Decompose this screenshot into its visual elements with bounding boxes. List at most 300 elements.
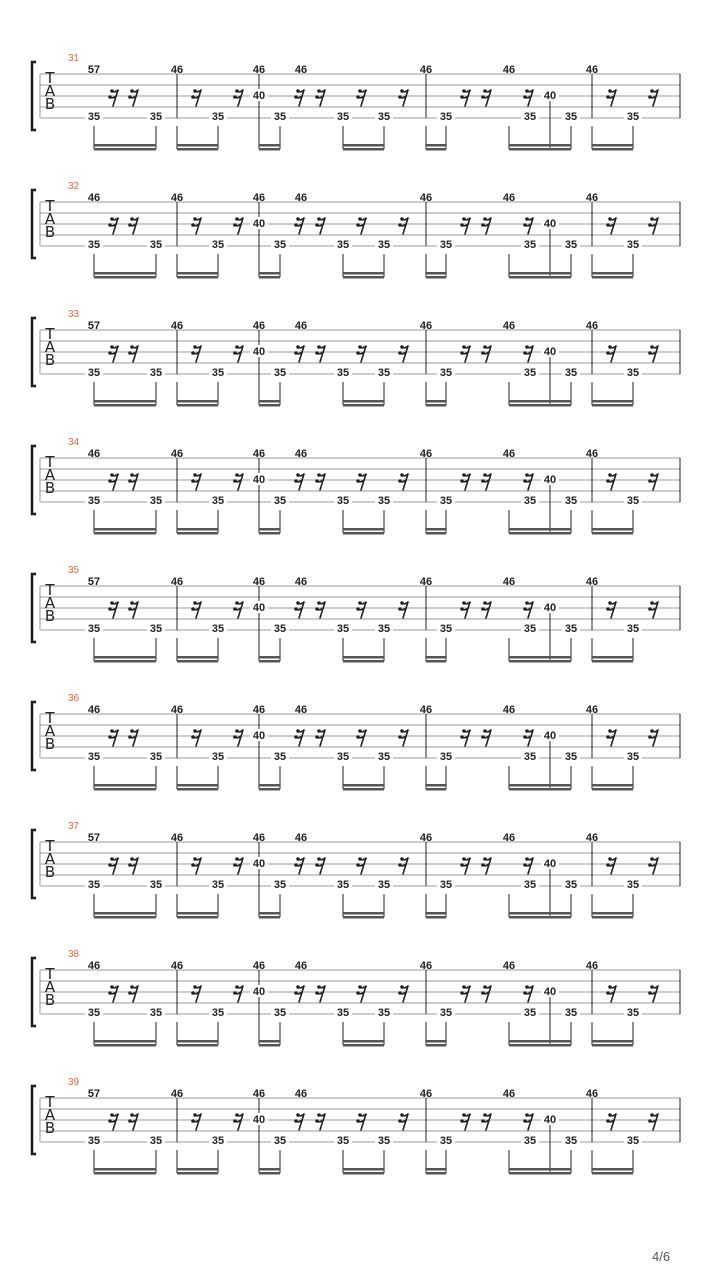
beam bbox=[259, 148, 280, 151]
fret-number: 35 bbox=[564, 751, 578, 763]
tab-clef-letter: A bbox=[44, 210, 56, 228]
tempo-mark: 46 bbox=[294, 192, 308, 204]
rest-dot bbox=[191, 95, 195, 99]
rest-dot bbox=[358, 345, 362, 349]
fret-number: 35 bbox=[523, 367, 537, 379]
rest-dot bbox=[608, 473, 612, 477]
tempo-mark: 46 bbox=[502, 64, 516, 76]
rest-dot bbox=[233, 95, 237, 99]
beam bbox=[592, 912, 633, 915]
measure-number: 39 bbox=[68, 1077, 80, 1088]
tempo-mark: 46 bbox=[585, 448, 599, 460]
beam bbox=[177, 1168, 218, 1171]
rest-dot bbox=[130, 601, 134, 605]
beam bbox=[94, 532, 156, 535]
beam bbox=[426, 1040, 446, 1043]
beam bbox=[592, 788, 633, 791]
tempo-mark: 46 bbox=[419, 960, 433, 972]
tempo-mark: 46 bbox=[252, 1088, 266, 1100]
measure-number: 32 bbox=[68, 181, 80, 192]
rest-dot bbox=[356, 991, 360, 995]
rest-dot bbox=[317, 729, 321, 733]
rest-dot bbox=[296, 345, 300, 349]
fret-number: 35 bbox=[439, 239, 453, 251]
rest-dot bbox=[460, 991, 464, 995]
rest-dot bbox=[193, 857, 197, 861]
fret-number: 40 bbox=[543, 986, 557, 998]
rest-dot bbox=[108, 479, 112, 483]
beam bbox=[426, 1172, 446, 1175]
fret-number: 35 bbox=[626, 1135, 640, 1147]
rest-dot bbox=[235, 729, 239, 733]
beam bbox=[259, 916, 280, 919]
rest-dot bbox=[523, 223, 527, 227]
beam bbox=[343, 656, 384, 659]
tab-clef-letter: T bbox=[45, 1093, 55, 1111]
tempo-mark: 46 bbox=[585, 576, 599, 588]
rest-dot bbox=[462, 857, 466, 861]
beam bbox=[177, 788, 218, 791]
tempo-mark: 46 bbox=[294, 320, 308, 332]
tempo-mark: 46 bbox=[170, 704, 184, 716]
tempo-mark: 46 bbox=[252, 960, 266, 972]
fret-number: 35 bbox=[523, 879, 537, 891]
fret-number: 35 bbox=[87, 623, 101, 635]
rest-dot bbox=[108, 95, 112, 99]
measure-number: 37 bbox=[68, 821, 80, 832]
beam bbox=[343, 788, 384, 791]
rest-dot bbox=[483, 217, 487, 221]
tempo-mark: 46 bbox=[294, 704, 308, 716]
fret-number: 35 bbox=[87, 1135, 101, 1147]
fret-number: 35 bbox=[211, 239, 225, 251]
rest-dot bbox=[608, 345, 612, 349]
beam bbox=[259, 272, 280, 275]
rest-dot bbox=[110, 985, 114, 989]
beam bbox=[177, 272, 218, 275]
rest-dot bbox=[358, 89, 362, 93]
rest-dot bbox=[650, 89, 654, 93]
rest-dot bbox=[398, 991, 402, 995]
rest-dot bbox=[317, 473, 321, 477]
rest-dot bbox=[193, 345, 197, 349]
rest-dot bbox=[110, 345, 114, 349]
rest-dot bbox=[193, 89, 197, 93]
rest-dot bbox=[296, 857, 300, 861]
fret-number: 35 bbox=[523, 1007, 537, 1019]
tempo-mark: 57 bbox=[87, 320, 101, 332]
fret-number: 40 bbox=[543, 474, 557, 486]
rest-dot bbox=[315, 223, 319, 227]
fret-number: 35 bbox=[523, 751, 537, 763]
beam bbox=[426, 148, 446, 151]
fret-number: 35 bbox=[377, 623, 391, 635]
beam bbox=[592, 660, 633, 663]
rest-dot bbox=[648, 607, 652, 611]
tempo-mark: 46 bbox=[170, 576, 184, 588]
tab-clef-letter: T bbox=[45, 709, 55, 727]
rest-dot bbox=[108, 735, 112, 739]
fret-number: 35 bbox=[149, 367, 163, 379]
tempo-mark: 46 bbox=[252, 576, 266, 588]
fret-number: 35 bbox=[149, 879, 163, 891]
tab-clef-letter: T bbox=[45, 69, 55, 87]
tempo-mark: 46 bbox=[170, 448, 184, 460]
rest-dot bbox=[193, 729, 197, 733]
tempo-mark: 46 bbox=[502, 960, 516, 972]
measure-number: 35 bbox=[68, 565, 80, 576]
tab-clef-letter: B bbox=[44, 1119, 56, 1137]
rest-dot bbox=[233, 735, 237, 739]
tempo-mark: 46 bbox=[502, 832, 516, 844]
fret-number: 35 bbox=[377, 751, 391, 763]
fret-number: 35 bbox=[273, 367, 287, 379]
rest-dot bbox=[358, 985, 362, 989]
rest-dot bbox=[481, 479, 485, 483]
fret-number: 35 bbox=[564, 879, 578, 891]
beam bbox=[94, 1040, 156, 1043]
rest-dot bbox=[460, 351, 464, 355]
rest-dot bbox=[235, 1113, 239, 1117]
tempo-mark: 46 bbox=[294, 832, 308, 844]
fret-number: 35 bbox=[87, 111, 101, 123]
tab-clef-letter: A bbox=[44, 466, 56, 484]
fret-number: 35 bbox=[523, 239, 537, 251]
rest-dot bbox=[110, 1113, 114, 1117]
tempo-mark: 46 bbox=[294, 448, 308, 460]
tempo-mark: 46 bbox=[294, 64, 308, 76]
rest-dot bbox=[130, 729, 134, 733]
beam bbox=[177, 532, 218, 535]
rest-dot bbox=[460, 223, 464, 227]
tempo-mark: 46 bbox=[502, 704, 516, 716]
rest-dot bbox=[128, 991, 132, 995]
fret-number: 40 bbox=[543, 1114, 557, 1126]
rest-dot bbox=[481, 223, 485, 227]
tab-clef-letter: A bbox=[44, 82, 56, 100]
beam bbox=[177, 1040, 218, 1043]
rest-dot bbox=[523, 991, 527, 995]
rest-dot bbox=[483, 601, 487, 605]
rest-dot bbox=[294, 479, 298, 483]
rest-dot bbox=[356, 95, 360, 99]
rest-dot bbox=[296, 985, 300, 989]
system-bracket bbox=[32, 446, 36, 514]
rest-dot bbox=[193, 217, 197, 221]
fret-number: 35 bbox=[626, 495, 640, 507]
fret-number: 35 bbox=[439, 623, 453, 635]
rest-dot bbox=[356, 863, 360, 867]
beam bbox=[94, 916, 156, 919]
beam bbox=[592, 400, 633, 403]
rest-dot bbox=[483, 473, 487, 477]
rest-dot bbox=[462, 729, 466, 733]
beam bbox=[177, 656, 218, 659]
rest-dot bbox=[233, 607, 237, 611]
tempo-mark: 46 bbox=[252, 832, 266, 844]
rest-dot bbox=[108, 1119, 112, 1123]
fret-number: 40 bbox=[543, 602, 557, 614]
tab-clef-letter: T bbox=[45, 453, 55, 471]
beam bbox=[259, 784, 280, 787]
tab-clef-letter: T bbox=[45, 581, 55, 599]
rest-dot bbox=[398, 1119, 402, 1123]
tempo-mark: 46 bbox=[87, 192, 101, 204]
beam bbox=[509, 1172, 571, 1175]
rest-dot bbox=[130, 857, 134, 861]
fret-number: 35 bbox=[564, 239, 578, 251]
rest-dot bbox=[650, 217, 654, 221]
tempo-mark: 46 bbox=[170, 832, 184, 844]
beam bbox=[509, 148, 571, 151]
tempo-mark: 57 bbox=[87, 576, 101, 588]
fret-number: 35 bbox=[273, 1007, 287, 1019]
beam bbox=[509, 916, 571, 919]
rest-dot bbox=[358, 217, 362, 221]
beam bbox=[509, 144, 571, 147]
rest-dot bbox=[233, 1119, 237, 1123]
rest-dot bbox=[128, 351, 132, 355]
fret-number: 35 bbox=[626, 879, 640, 891]
fret-number: 35 bbox=[211, 367, 225, 379]
rest-dot bbox=[193, 601, 197, 605]
rest-dot bbox=[608, 217, 612, 221]
fret-number: 35 bbox=[336, 751, 350, 763]
rest-dot bbox=[128, 223, 132, 227]
fret-number: 40 bbox=[252, 858, 266, 870]
rest-dot bbox=[606, 991, 610, 995]
beam bbox=[509, 404, 571, 407]
beam bbox=[177, 912, 218, 915]
beam bbox=[343, 404, 384, 407]
tempo-mark: 57 bbox=[87, 1088, 101, 1100]
tempo-mark: 46 bbox=[170, 192, 184, 204]
rest-dot bbox=[608, 985, 612, 989]
fret-number: 35 bbox=[523, 111, 537, 123]
rest-dot bbox=[608, 601, 612, 605]
beam bbox=[259, 144, 280, 147]
rest-dot bbox=[358, 1113, 362, 1117]
beam bbox=[94, 272, 156, 275]
rest-dot bbox=[400, 601, 404, 605]
rest-dot bbox=[650, 345, 654, 349]
beam bbox=[426, 532, 446, 535]
fret-number: 35 bbox=[211, 111, 225, 123]
rest-dot bbox=[317, 601, 321, 605]
tab-clef-letter: B bbox=[44, 735, 56, 753]
beam bbox=[343, 1168, 384, 1171]
fret-number: 35 bbox=[149, 239, 163, 251]
rest-dot bbox=[191, 991, 195, 995]
rest-dot bbox=[523, 351, 527, 355]
rest-dot bbox=[462, 985, 466, 989]
tempo-mark: 46 bbox=[252, 448, 266, 460]
beam bbox=[509, 1044, 571, 1047]
rest-dot bbox=[233, 351, 237, 355]
rest-dot bbox=[296, 1113, 300, 1117]
fret-number: 35 bbox=[273, 751, 287, 763]
beam bbox=[343, 400, 384, 403]
rest-dot bbox=[294, 223, 298, 227]
rest-dot bbox=[130, 985, 134, 989]
tab-clef-letter: B bbox=[44, 351, 56, 369]
fret-number: 35 bbox=[336, 1007, 350, 1019]
rest-dot bbox=[462, 473, 466, 477]
beam bbox=[259, 660, 280, 663]
beam bbox=[177, 404, 218, 407]
fret-number: 35 bbox=[377, 367, 391, 379]
beam bbox=[426, 656, 446, 659]
rest-dot bbox=[523, 479, 527, 483]
rest-dot bbox=[608, 89, 612, 93]
rest-dot bbox=[483, 345, 487, 349]
fret-number: 35 bbox=[377, 495, 391, 507]
fret-number: 35 bbox=[273, 1135, 287, 1147]
beam bbox=[509, 532, 571, 535]
beam bbox=[509, 400, 571, 403]
beam bbox=[94, 784, 156, 787]
tempo-mark: 57 bbox=[87, 832, 101, 844]
rest-dot bbox=[191, 479, 195, 483]
rest-dot bbox=[296, 217, 300, 221]
rest-dot bbox=[317, 857, 321, 861]
beam bbox=[343, 144, 384, 147]
rest-dot bbox=[191, 223, 195, 227]
rest-dot bbox=[650, 473, 654, 477]
fret-number: 40 bbox=[543, 730, 557, 742]
tempo-mark: 46 bbox=[170, 320, 184, 332]
rest-dot bbox=[481, 991, 485, 995]
tempo-mark: 46 bbox=[585, 64, 599, 76]
beam bbox=[426, 404, 446, 407]
measure-number: 31 bbox=[68, 53, 80, 64]
beam bbox=[343, 276, 384, 279]
tempo-mark: 46 bbox=[585, 832, 599, 844]
fret-number: 35 bbox=[87, 239, 101, 251]
tempo-mark: 46 bbox=[419, 1088, 433, 1100]
tempo-mark: 46 bbox=[419, 704, 433, 716]
fret-number: 35 bbox=[149, 1007, 163, 1019]
tempo-mark: 46 bbox=[419, 576, 433, 588]
rest-dot bbox=[606, 223, 610, 227]
tempo-mark: 46 bbox=[585, 704, 599, 716]
tab-clef-letter: B bbox=[44, 863, 56, 881]
rest-dot bbox=[523, 863, 527, 867]
tab-clef-letter: T bbox=[45, 965, 55, 983]
rest-dot bbox=[460, 479, 464, 483]
beam bbox=[94, 1168, 156, 1171]
rest-dot bbox=[648, 991, 652, 995]
beam bbox=[177, 1044, 218, 1047]
rest-dot bbox=[525, 1113, 529, 1117]
rest-dot bbox=[606, 351, 610, 355]
rest-dot bbox=[525, 857, 529, 861]
beam bbox=[94, 528, 156, 531]
rest-dot bbox=[398, 607, 402, 611]
rest-dot bbox=[525, 601, 529, 605]
rest-dot bbox=[110, 601, 114, 605]
rest-dot bbox=[315, 1119, 319, 1123]
beam bbox=[509, 656, 571, 659]
rest-dot bbox=[481, 607, 485, 611]
tempo-mark: 46 bbox=[87, 704, 101, 716]
rest-dot bbox=[317, 985, 321, 989]
beam bbox=[94, 276, 156, 279]
rest-dot bbox=[398, 863, 402, 867]
fret-number: 35 bbox=[211, 495, 225, 507]
tab-clef-letter: B bbox=[44, 991, 56, 1009]
rest-dot bbox=[235, 601, 239, 605]
fret-number: 40 bbox=[252, 730, 266, 742]
tempo-mark: 46 bbox=[502, 576, 516, 588]
rest-dot bbox=[462, 217, 466, 221]
tab-clef-letter: A bbox=[44, 850, 56, 868]
tab-clef-letter: A bbox=[44, 338, 56, 356]
fret-number: 35 bbox=[564, 623, 578, 635]
fret-number: 35 bbox=[149, 751, 163, 763]
rest-dot bbox=[460, 607, 464, 611]
rest-dot bbox=[356, 351, 360, 355]
beam bbox=[592, 148, 633, 151]
rest-dot bbox=[130, 345, 134, 349]
system-bracket bbox=[32, 62, 36, 130]
rest-dot bbox=[130, 217, 134, 221]
fret-number: 35 bbox=[626, 111, 640, 123]
fret-number: 35 bbox=[87, 879, 101, 891]
fret-number: 35 bbox=[564, 111, 578, 123]
rest-dot bbox=[191, 607, 195, 611]
rest-dot bbox=[462, 1113, 466, 1117]
rest-dot bbox=[460, 1119, 464, 1123]
beam bbox=[343, 1040, 384, 1043]
rest-dot bbox=[315, 991, 319, 995]
fret-number: 35 bbox=[626, 623, 640, 635]
rest-dot bbox=[191, 735, 195, 739]
beam bbox=[343, 916, 384, 919]
beam bbox=[259, 400, 280, 403]
beam bbox=[509, 660, 571, 663]
rest-dot bbox=[648, 863, 652, 867]
rest-dot bbox=[400, 985, 404, 989]
tempo-mark: 46 bbox=[585, 192, 599, 204]
fret-number: 35 bbox=[211, 1007, 225, 1019]
rest-dot bbox=[650, 857, 654, 861]
fret-number: 35 bbox=[273, 623, 287, 635]
beam bbox=[259, 788, 280, 791]
rest-dot bbox=[525, 217, 529, 221]
beam bbox=[343, 148, 384, 151]
beam bbox=[94, 656, 156, 659]
rest-dot bbox=[235, 89, 239, 93]
beam bbox=[177, 400, 218, 403]
beam bbox=[259, 1044, 280, 1047]
rest-dot bbox=[315, 95, 319, 99]
fret-number: 35 bbox=[336, 1135, 350, 1147]
fret-number: 35 bbox=[626, 1007, 640, 1019]
rest-dot bbox=[523, 735, 527, 739]
rest-dot bbox=[462, 345, 466, 349]
rest-dot bbox=[128, 1119, 132, 1123]
fret-number: 40 bbox=[252, 474, 266, 486]
tempo-mark: 46 bbox=[294, 576, 308, 588]
beam bbox=[177, 916, 218, 919]
rest-dot bbox=[193, 985, 197, 989]
rest-dot bbox=[400, 857, 404, 861]
system-bracket bbox=[32, 830, 36, 898]
tab-clef-letter: B bbox=[44, 95, 56, 113]
rest-dot bbox=[400, 1113, 404, 1117]
beam bbox=[426, 660, 446, 663]
